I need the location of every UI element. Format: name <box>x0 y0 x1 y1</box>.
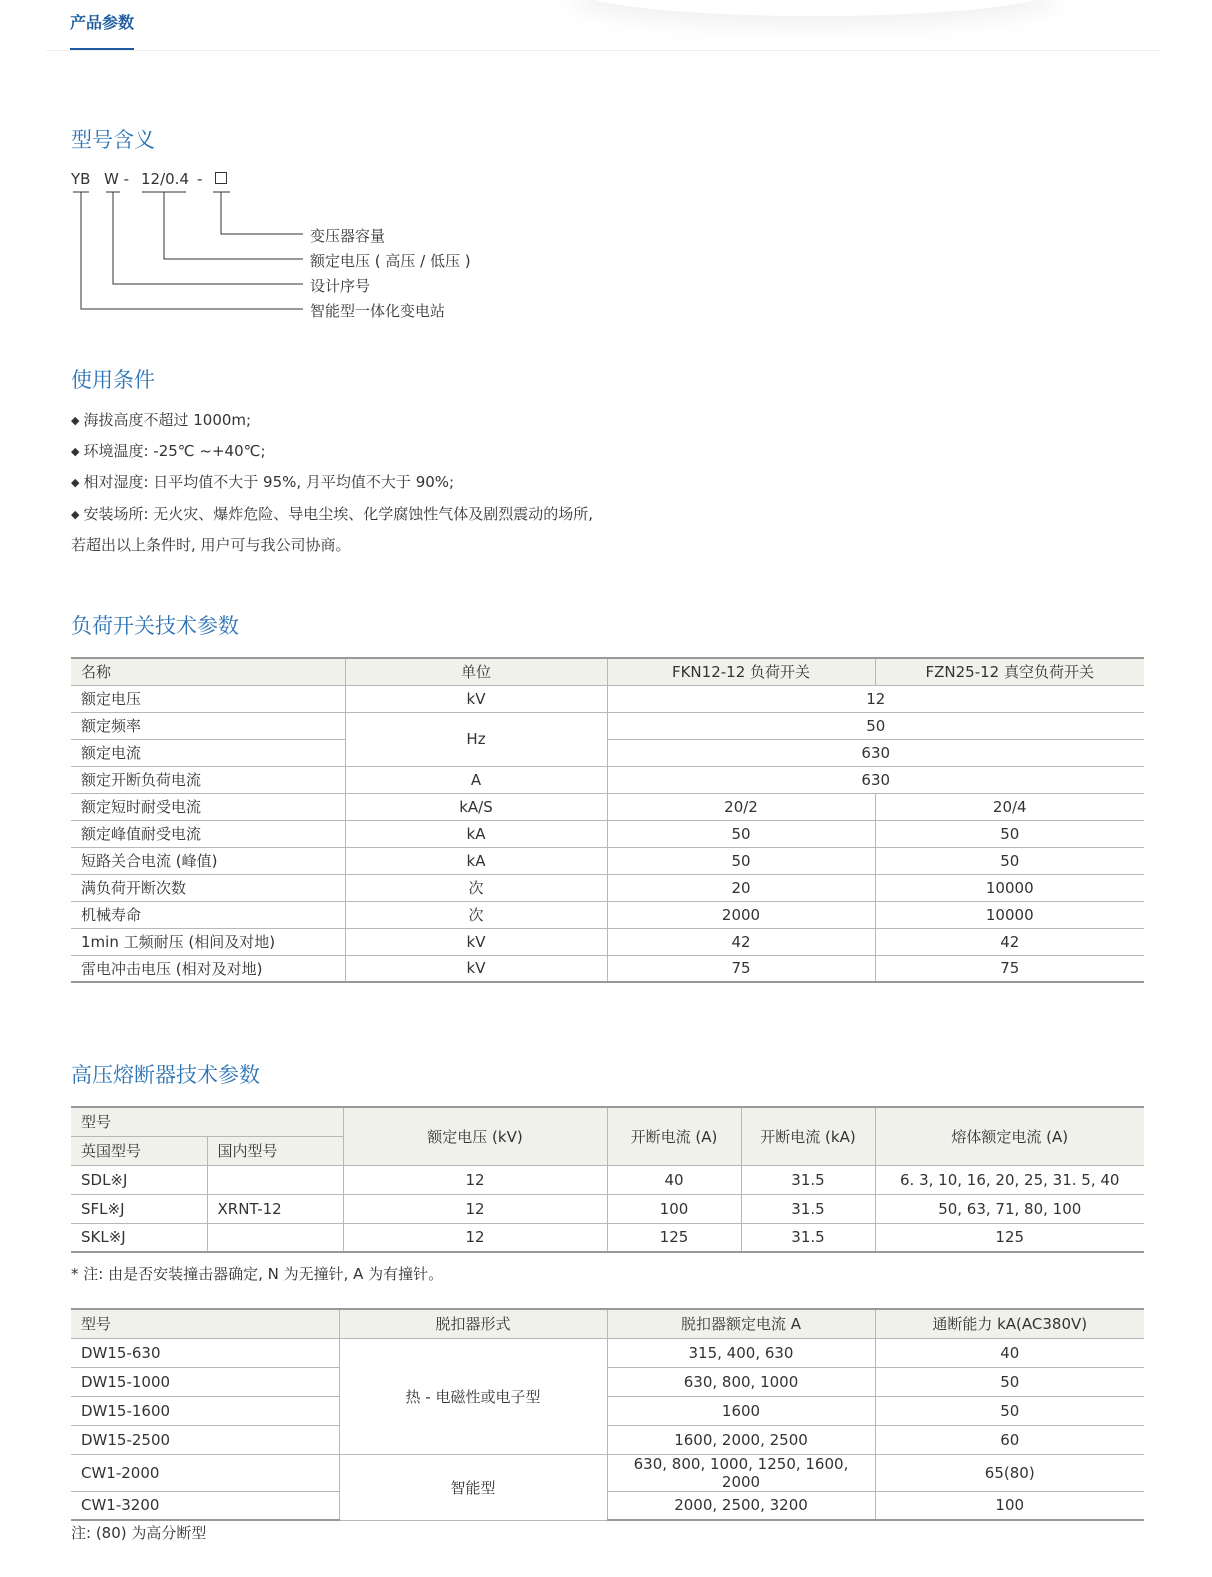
table-header-row <box>71 1107 1144 1136</box>
capacity-cell: 60 <box>875 1425 1144 1454</box>
meaning-label-design-no: 设计序号 <box>310 277 371 295</box>
voltage-cell: 12 <box>343 1194 607 1223</box>
table-row <box>71 739 1144 766</box>
param-unit: kV <box>345 685 607 712</box>
model-cell: DW15-630 <box>71 1338 339 1367</box>
header-unit: 单位 <box>345 658 607 685</box>
model-code-voltage: 12/0.4 <box>141 170 189 188</box>
melt-current-cell: 50, 63, 71, 80, 100 <box>875 1194 1144 1223</box>
model-code-yb: YB <box>71 170 91 188</box>
capacity-cell: 50 <box>875 1396 1144 1425</box>
breaking-ka-cell: 31.5 <box>741 1194 875 1223</box>
header-uk-model: 英国型号 <box>71 1136 207 1165</box>
uk-model-cell: SDL※J <box>71 1165 207 1194</box>
melt-current-cell: 6. 3, 10, 16, 20, 25, 31. 5, 40 <box>875 1165 1144 1194</box>
header-breaking-current-a: 开断电流 (A) <box>607 1107 741 1165</box>
condition-item: ◆ 安装场所: 无火灾、爆炸危险、导电尘埃、化学腐蚀性气体及剧烈震动的场所, <box>71 505 594 523</box>
table-row <box>71 847 1144 874</box>
breaker-table <box>71 1308 1144 1521</box>
param-name: 额定电流 <box>71 739 345 766</box>
header-rated-voltage: 额定电压 (kV) <box>343 1107 607 1165</box>
fuse-note: * 注: 由是否安装撞击器确定, N 为无撞针, A 为有撞针。 <box>71 1265 444 1283</box>
param-unit: 次 <box>345 901 607 928</box>
capacity-cell: 65(80) <box>875 1454 1144 1491</box>
header-cn-model: 国内型号 <box>207 1136 343 1165</box>
param-unit: kV <box>345 928 607 955</box>
param-value: 630 <box>607 766 1144 793</box>
fkn12-value: 20/2 <box>607 793 875 820</box>
model-code-w: W - <box>104 170 130 188</box>
conditions-note: 若超出以上条件时, 用户可与我公司协商。 <box>71 536 351 554</box>
table-row <box>71 955 1144 982</box>
uk-model-cell: SFL※J <box>71 1194 207 1223</box>
param-name: 满负荷开断次数 <box>71 874 345 901</box>
cn-model-cell <box>207 1223 343 1252</box>
breaking-ka-cell: 31.5 <box>741 1165 875 1194</box>
section-title-load-switch: 负荷开关技术参数 <box>71 614 239 638</box>
fzn25-value: 42 <box>875 928 1144 955</box>
fkn12-value: 42 <box>607 928 875 955</box>
param-name: 额定开断负荷电流 <box>71 766 345 793</box>
capacity-cell: 40 <box>875 1338 1144 1367</box>
model-cell: DW15-1000 <box>71 1367 339 1396</box>
model-meaning-leader-lines <box>0 0 320 320</box>
param-name: 短路关合电流 (峰值) <box>71 847 345 874</box>
tab-product-parameters[interactable]: 产品参数 <box>70 13 135 32</box>
table-row <box>71 928 1144 955</box>
table-row <box>71 1165 1144 1194</box>
uk-model-cell: SKL※J <box>71 1223 207 1252</box>
section-title-model-meaning: 型号含义 <box>71 128 155 152</box>
meaning-label-capacity: 变压器容量 <box>310 227 386 245</box>
header-trip-current: 脱扣器额定电流 A <box>607 1309 875 1338</box>
header-name: 名称 <box>71 658 345 685</box>
bullet-icon: ◆ <box>71 508 80 521</box>
cn-model-cell <box>207 1165 343 1194</box>
melt-current-cell: 125 <box>875 1223 1144 1252</box>
fkn12-value: 50 <box>607 847 875 874</box>
table-row <box>71 901 1144 928</box>
fzn25-value: 75 <box>875 955 1144 982</box>
fkn12-value: 20 <box>607 874 875 901</box>
fzn25-value: 10000 <box>875 901 1144 928</box>
condition-item: ◆ 海拔高度不超过 1000m; <box>71 411 252 429</box>
voltage-cell: 12 <box>343 1223 607 1252</box>
table-row <box>71 712 1144 739</box>
header-model: 型号 <box>71 1309 339 1338</box>
fkn12-value: 50 <box>607 820 875 847</box>
header-fkn12: FKN12-12 负荷开关 <box>607 658 875 685</box>
trip-current-cell: 315, 400, 630 <box>607 1338 875 1367</box>
param-value: 50 <box>607 712 1144 739</box>
param-name: 额定频率 <box>71 712 345 739</box>
table-row <box>71 685 1144 712</box>
header-breaking-capacity: 通断能力 kA(AC380V) <box>875 1309 1144 1338</box>
voltage-cell: 12 <box>343 1165 607 1194</box>
param-unit: Hz <box>345 712 607 766</box>
param-name: 额定电压 <box>71 685 345 712</box>
trip-current-cell: 630, 800, 1000 <box>607 1367 875 1396</box>
meaning-label-voltage: 额定电压 ( 高压 / 低压 ) <box>310 252 471 270</box>
section-title-fuse: 高压熔断器技术参数 <box>71 1063 260 1087</box>
fzn25-value: 50 <box>875 847 1144 874</box>
breaking-ka-cell: 31.5 <box>741 1223 875 1252</box>
header-breaking-current-ka: 开断电流 (kA) <box>741 1107 875 1165</box>
fzn25-value: 20/4 <box>875 793 1144 820</box>
model-cell: CW1-3200 <box>71 1491 339 1520</box>
table-row <box>71 793 1144 820</box>
fkn12-value: 2000 <box>607 901 875 928</box>
fuse-table <box>71 1106 1144 1253</box>
capacity-cell: 100 <box>875 1491 1144 1520</box>
table-row <box>71 1396 1144 1425</box>
bullet-icon: ◆ <box>71 476 80 489</box>
breaking-a-cell: 125 <box>607 1223 741 1252</box>
breaker-note: 注: (80) 为高分断型 <box>71 1524 207 1542</box>
param-name: 雷电冲击电压 (相对及对地) <box>71 955 345 982</box>
param-name: 额定短时耐受电流 <box>71 793 345 820</box>
table-row <box>71 766 1144 793</box>
trip-current-cell: 1600 <box>607 1396 875 1425</box>
meaning-label-smart-substation: 智能型一体化变电站 <box>310 302 446 320</box>
param-unit: kV <box>345 955 607 982</box>
table-row <box>71 1194 1144 1223</box>
param-unit: kA <box>345 847 607 874</box>
param-unit: kA/S <box>345 793 607 820</box>
param-name: 额定峰值耐受电流 <box>71 820 345 847</box>
param-name: 1min 工频耐压 (相间及对地) <box>71 928 345 955</box>
header-fzn25: FZN25-12 真空负荷开关 <box>875 658 1144 685</box>
table-row <box>71 1223 1144 1252</box>
table-row <box>71 1454 1144 1491</box>
param-value: 12 <box>607 685 1144 712</box>
model-cell: DW15-2500 <box>71 1425 339 1454</box>
bullet-icon: ◆ <box>71 445 80 458</box>
fzn25-value: 10000 <box>875 874 1144 901</box>
trip-current-cell: 630, 800, 1000, 1250, 1600, 2000 <box>607 1454 875 1491</box>
param-name: 机械寿命 <box>71 901 345 928</box>
param-unit: 次 <box>345 874 607 901</box>
trip-type-cell: 热 - 电磁性或电子型 <box>339 1338 607 1454</box>
table-row <box>71 1367 1144 1396</box>
breaking-a-cell: 40 <box>607 1165 741 1194</box>
header-model: 型号 <box>71 1107 343 1136</box>
table-header-row <box>71 1309 1144 1338</box>
param-unit: kA <box>345 820 607 847</box>
fzn25-value: 50 <box>875 820 1144 847</box>
table-row <box>71 1491 1144 1520</box>
capacity-cell: 50 <box>875 1367 1144 1396</box>
model-cell: CW1-2000 <box>71 1454 339 1491</box>
header-melt-current: 熔体额定电流 (A) <box>875 1107 1144 1165</box>
table-header-row <box>71 658 1144 685</box>
fkn12-value: 75 <box>607 955 875 982</box>
section-title-conditions: 使用条件 <box>71 368 155 392</box>
cn-model-cell: XRNT-12 <box>207 1194 343 1223</box>
bullet-icon: ◆ <box>71 414 80 427</box>
condition-item: ◆ 相对湿度: 日平均值不大于 95%, 月平均值不大于 90%; <box>71 473 455 491</box>
model-code-dash: - <box>197 170 203 188</box>
table-row <box>71 874 1144 901</box>
table-row <box>71 820 1144 847</box>
model-cell: DW15-1600 <box>71 1396 339 1425</box>
param-unit: A <box>345 766 607 793</box>
table-row <box>71 1425 1144 1454</box>
param-value: 630 <box>607 739 1144 766</box>
condition-item: ◆ 环境温度: -25℃ ~+40℃; <box>71 442 266 460</box>
table-row <box>71 1338 1144 1367</box>
load-switch-table <box>71 657 1144 983</box>
trip-current-cell: 2000, 2500, 3200 <box>607 1491 875 1520</box>
header-trip-type: 脱扣器形式 <box>339 1309 607 1338</box>
breaking-a-cell: 100 <box>607 1194 741 1223</box>
trip-type-cell: 智能型 <box>339 1454 607 1520</box>
trip-current-cell: 1600, 2000, 2500 <box>607 1425 875 1454</box>
